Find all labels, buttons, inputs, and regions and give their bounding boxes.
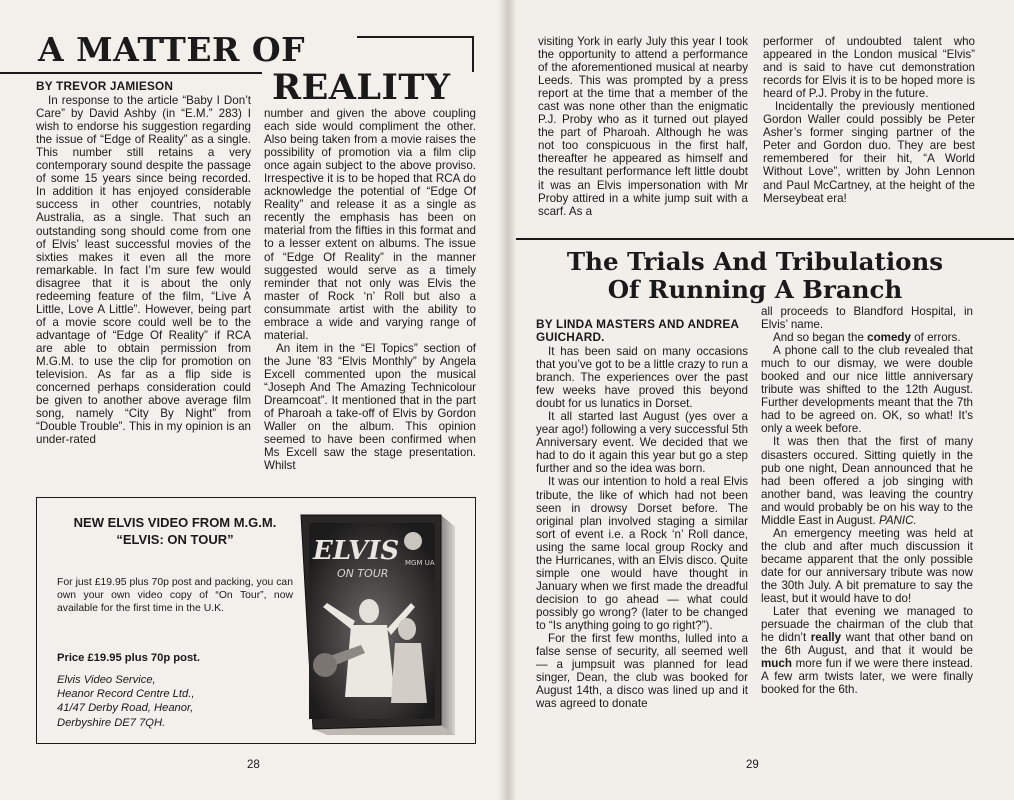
ad-price: Price £19.95 plus 70p post.	[57, 652, 201, 664]
article-title-line2: REALITY	[272, 67, 451, 108]
paragraph: number and given the above coupling each side would compliment the other. Also being taken from a movie raises the possibility of promotion via a film clip once again subject to the above proviso. Irrespective it is to be hoped that RCA do acknowledge the potential of “Edge Of Reality” and release it as a single as recently the emphasis has been on material from the fifties in this format and to a lesser extent on albums. The issue of “Edge Of Reality” in the manner suggested would serve as a timely reminder that not only was Elvis the master of Rock ‘n’ Roll but also a consummate artist with the ability to embrace a wide and varying range of material.	[264, 107, 476, 342]
paragraph: An item in the “El Topics” section of the June ’83 “Elvis Monthly” by Angela Excell commented upon the musical “Joseph And The Amazing Technicolour Dreamcoat”. It mentioned that in the part of Pharoah a take-off of Elvis by Gordon Waller on the album. This opinion seemed to have been confirmed when Ms Excell saw the stage presentation. Whilst	[264, 341, 476, 473]
vhs-title: ELVIS	[313, 536, 400, 566]
paragraph: performer of undoubted talent who appeared in the London musical “Elvis” and is said to have cut demonstration records for Elvis it is to be hoped more is heard of P.J. Proby in the future.	[763, 35, 975, 101]
paragraph	[761, 331, 973, 344]
ad-headline-line2: “ELVIS: ON TOUR”	[116, 532, 234, 547]
article2-title-line2: Of Running A Branch	[607, 275, 903, 304]
text-run: of errors.	[910, 331, 961, 345]
article2-byline: BY LINDA MASTERS AND ANDREA GUICHARD.	[536, 317, 739, 344]
article2-title	[533, 248, 977, 304]
paragraph	[761, 605, 973, 696]
page-number: 29	[746, 759, 759, 771]
paragraph: An emergency meeting was held at the club and after much discussion it became apparent that the only possible date for our anniversary tribute was now the 30th July. A bit premature to say the least, but it would have to do!	[761, 526, 973, 606]
address-line: 41/47 Derby Road, Heanor,	[57, 702, 194, 715]
page-number: 28	[247, 759, 260, 771]
address-line: Heanor Record Centre Ltd.,	[57, 688, 195, 701]
emphasis: comedy	[867, 331, 911, 345]
paragraph: all proceeds to Blandford Hospital, in Elvis’ name.	[761, 305, 973, 332]
text-run: want that other band on the 6th August, and that it would be	[761, 631, 973, 658]
article-column-2	[264, 107, 476, 472]
section-divider	[505, 238, 1014, 240]
vhs-brand: MGM UA	[405, 559, 435, 567]
text-run: It was then that the first of many disasters occured. Sitting quietly in the pub one night, Dean announced that he had been offered a job singing with another band, was leaving the country and would probably be on his way to the Middle East in August.	[761, 435, 973, 527]
emphasis: PANIC.	[878, 513, 917, 527]
article2-column-2	[761, 305, 973, 696]
left-page	[0, 0, 505, 800]
article2-title-line1: The Trials And Tribulations	[566, 247, 944, 276]
paragraph: In response to the article “Baby I Don’t Care” by David Ashby (in “E.M.” 283) I wish to endorse his suggestion regarding the issue of “Edge of Reality” as a single. This number still retains a very contemporary sound despite the passage of some 15 years since being recorded. In addition it has enjoyed considerable success in other countries, notably Australia, as a single. That such an outstanding song should come from one of Elvis’ least successful movies of the sixties makes it even all the more remarkable. In fact I’m sure few would disagree that it is about the only redeeming feature of the film, “Live A Little, Love A Little”. However, being part of a movie score could well be to the advantage of “Edge Of Reality” if RCA are able to obtain permission from M.G.M. to use the clip for promotion on television. As far as a flip side is concerned perhaps consideration could be given to another above average film song, namely “City By Night” from “Double Trouble”. This in my opinion is an under-rated	[36, 94, 251, 447]
paragraph: For the first few months, lulled into a false sense of security, all seemed well — a jumpsuit was planned for lead singer, Dean, the club was booked for August 14th, a disco was lined up and it was agreed to donate	[536, 632, 748, 711]
paragraph	[761, 435, 973, 526]
address-line: Elvis Video Service,	[57, 674, 156, 686]
ad-headline	[57, 514, 293, 548]
video-advertisement	[36, 497, 476, 744]
vhs-cover-image	[299, 507, 459, 735]
emphasis: really	[810, 631, 842, 645]
title-rule-corner	[472, 36, 474, 72]
paragraph: A phone call to the club revealed that much to our dismay, we were double booked and our nice little anniversary tribute was shifted to the 12th August. Further developments meant that the 7th had to be agreed on. OK, so what! It’s only a week before.	[761, 344, 973, 436]
paragraph: Incidentally the previously mentioned Gordon Waller could possibly be Peter Asher’s former singing partner of the Peter and Gordon duo. They are best remembered for their hit, “A World Without Love”, written by John Lennon and Paul McCartney, at the height of the Merseybeat era!	[763, 100, 975, 205]
text-run: Later that evening we managed to persuade the chairman of the club that he didn’t	[761, 605, 973, 645]
ad-body-text: For just £19.95 plus 70p post and packing, you can own your own video copy of “On Tour”, now available for the first time in the U.K.	[57, 577, 293, 614]
ad-headline-line1: NEW ELVIS VIDEO FROM M.G.M.	[73, 515, 277, 530]
right-page	[505, 0, 1014, 800]
continuation-column-2	[763, 35, 975, 205]
book-gutter	[498, 0, 516, 800]
vhs-subtitle: ON TOUR	[337, 567, 389, 580]
text-run: And so began the	[773, 331, 868, 345]
paragraph: It all started last August (yes over a year ago!) following a very successful 5th Anniversary event. We decided that we had to do it again this year but go a step further and so the idea was born.	[536, 410, 749, 476]
address-line: Derbyshire DE7 7QH.	[57, 716, 166, 729]
article-title-line1: A MATTER OF	[38, 30, 306, 69]
paragraph: It was our intention to hold a real Elvis tribute, the like of which had not been seen in drowsy Dorset before. The original plan involved staging a similar sort of event i.e. a Rock ‘n’ Roll dance, using the same local group Rocky and the Hurricanes, with an Elvis disco. Quite simple one would have thought in January when we first made the dreadful decision to go ahead — what could possibly go wrong? (later to be changed to “Is anything going to go right?”).	[536, 475, 748, 632]
emphasis: much	[761, 657, 792, 671]
continuation-column-1	[538, 35, 748, 218]
article2-column-1	[536, 318, 748, 710]
paragraph: It has been said on many occasions that you’ve got to be a little crazy to run a branch. The experiences over the past few weeks have proved this beyond doubt for us lunatics in Dorset.	[536, 345, 748, 411]
ad-address	[57, 673, 194, 730]
text-run: more fun if we were there instead. A few arm twists later, we were finally booked for the 6th.	[761, 657, 973, 697]
title-rule-left	[0, 72, 262, 74]
article-column-1	[36, 80, 251, 446]
paragraph: visiting York in early July this year I took the opportunity to attend a performance of the aforementioned musical at nearby Leeds. This was prompted by a press report at the time that a member of the cast was none other than the enigmatic P.J. Proby who as it turned out played the part of Pharoah. Although he was not too conspicuous in the first half, thereafter he appeared as himself and the resultant performance left little doubt it was an Elvis impersonation with Mr Proby attired in a white jump suit with a scarf. As a	[538, 35, 748, 218]
title-rule-top	[357, 36, 473, 38]
byline: BY TREVOR JAMIESON	[36, 79, 174, 93]
